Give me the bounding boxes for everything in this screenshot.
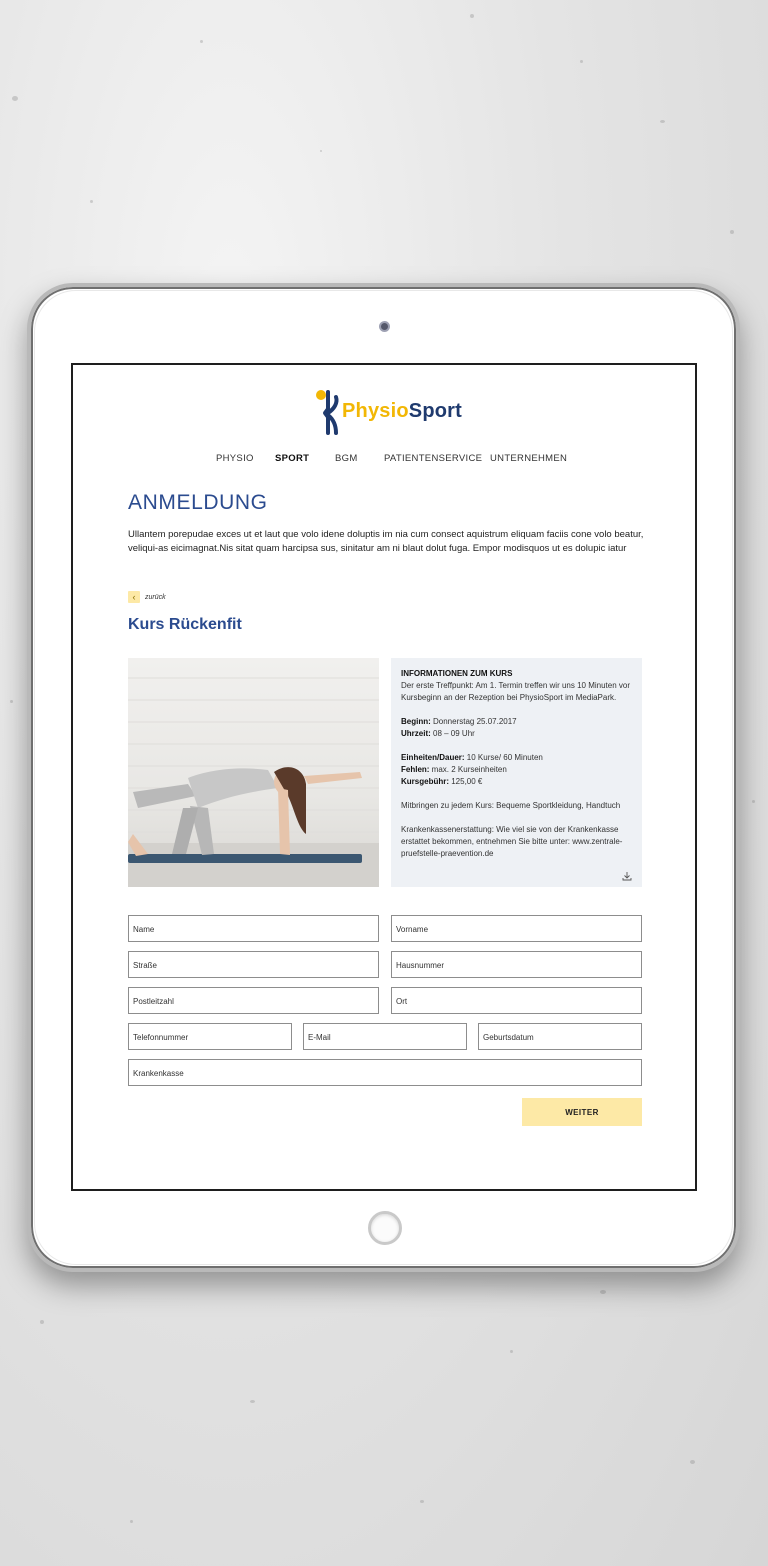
logo[interactable] bbox=[314, 389, 474, 435]
nav-item-unternehmen[interactable]: UNTERNEHMEN bbox=[490, 453, 568, 464]
weiter-button[interactable]: WEITER bbox=[522, 1098, 642, 1126]
hausnummer-field[interactable]: Hausnummer bbox=[391, 951, 642, 978]
vorname-field[interactable]: Vorname bbox=[391, 915, 642, 942]
ort-field[interactable]: Ort bbox=[391, 987, 642, 1014]
name-field[interactable]: Name bbox=[128, 915, 379, 942]
physiosport-logo-icon bbox=[314, 389, 344, 435]
email-field[interactable]: E-Mail bbox=[303, 1023, 467, 1050]
info-erstattung: Krankenkassenerstattung: Wie viel sie von der Krankenkasse erstattet bekommen, entnehmen Sie bitte unter: www.zentrale-pruefstelle-praevention.de bbox=[401, 825, 623, 858]
back-label: zurück bbox=[145, 593, 166, 601]
info-uhrzeit: Uhrzeit: 08 – 09 Uhr bbox=[401, 729, 475, 738]
info-gebuehr: Kursgebühr: 125,00 € bbox=[401, 777, 483, 786]
info-beginn: Beginn: Donnerstag 25.07.2017 bbox=[401, 717, 517, 726]
nav-item-bgm[interactable]: BGM bbox=[335, 453, 358, 464]
info-meeting: Der erste Treffpunkt: Am 1. Termin treffen wir uns 10 Minuten vor Kursbeginn an der Rezeption bei PhysioSport im MediaPark. bbox=[401, 681, 630, 702]
krankenkasse-field[interactable]: Krankenkasse bbox=[128, 1059, 642, 1086]
course-image bbox=[128, 658, 379, 887]
course-info-box bbox=[391, 658, 642, 887]
screen bbox=[71, 363, 697, 1191]
back-link[interactable] bbox=[128, 591, 166, 603]
home-button[interactable] bbox=[368, 1211, 402, 1245]
camera-icon bbox=[379, 321, 390, 332]
postleitzahl-field[interactable]: Postleitzahl bbox=[128, 987, 379, 1014]
nav-item-physio[interactable]: PHYSIO bbox=[216, 453, 254, 464]
nav-item-sport[interactable]: SPORT bbox=[275, 453, 310, 464]
info-fehlen: Fehlen: max. 2 Kurseinheiten bbox=[401, 765, 507, 774]
intro-text: Ullantem porepudae exces ut et laut que volo idene doluptis im nia cum consect aquistrum eliquam faciis cone volo beatur, veliqui-as eicimagnat.Nis sitat quam harcipsa sus, sinitatur am ni blaut dolut fuga. Empor modisquos ut es dolupic iatur bbox=[128, 529, 644, 554]
logo-text: PhysioSport bbox=[342, 400, 462, 422]
chevron-left-icon: ‹ bbox=[128, 591, 140, 603]
telefon-field[interactable]: Telefonnummer bbox=[128, 1023, 292, 1050]
info-mitbringen: Mitbringen zu jedem Kurs: Bequeme Sportkleidung, Handtuch bbox=[401, 801, 621, 810]
download-icon[interactable] bbox=[622, 871, 632, 881]
main-navigation bbox=[73, 453, 695, 469]
info-einheiten: Einheiten/Dauer: 10 Kurse/ 60 Minuten bbox=[401, 753, 543, 762]
page-title: ANMELDUNG bbox=[128, 491, 268, 514]
info-heading: INFORMATIONEN ZUM KURS bbox=[401, 669, 513, 678]
strasse-field[interactable]: Straße bbox=[128, 951, 379, 978]
yoga-photo-icon bbox=[128, 658, 379, 887]
nav-item-patientenservice[interactable]: PATIENTENSERVICE bbox=[384, 453, 483, 464]
geburtsdatum-field[interactable]: Geburtsdatum bbox=[478, 1023, 642, 1050]
course-title: Kurs Rückenfit bbox=[128, 616, 242, 633]
